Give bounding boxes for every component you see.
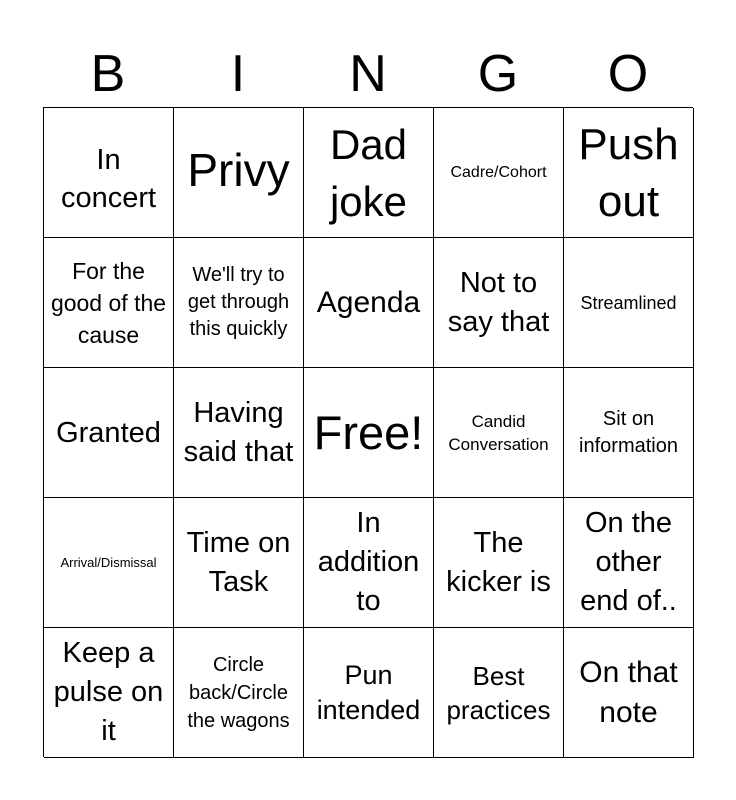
- bingo-cell[interactable]: [304, 628, 434, 758]
- bingo-cell[interactable]: [564, 628, 694, 758]
- cell-text: Cadre/Cohort: [450, 163, 547, 181]
- bingo-cell[interactable]: [174, 238, 304, 368]
- bingo-cell[interactable]: [434, 628, 564, 758]
- header-letter-i: I: [230, 45, 246, 103]
- bingo-cell[interactable]: [44, 238, 174, 368]
- cell-text: Time on Task: [186, 526, 291, 598]
- cell-text: Push out: [578, 119, 679, 226]
- bingo-cell[interactable]: [174, 108, 304, 238]
- cell-text: The kicker is: [446, 526, 551, 598]
- bingo-cell[interactable]: [434, 498, 564, 628]
- bingo-cell[interactable]: [44, 628, 174, 758]
- bingo-cell[interactable]: [174, 368, 304, 498]
- cell-text: On the other end of..: [580, 507, 677, 617]
- bingo-header: [43, 44, 693, 104]
- cell-text: Candid Conversation: [448, 411, 549, 454]
- cell-text: Arrival/Dismissal: [60, 554, 157, 570]
- bingo-cell[interactable]: [174, 498, 304, 628]
- bingo-cell[interactable]: [304, 238, 434, 368]
- bingo-board: [43, 107, 693, 757]
- bingo-cell[interactable]: [174, 628, 304, 758]
- bingo-cell[interactable]: [304, 368, 434, 498]
- cell-text: Privy: [187, 144, 290, 196]
- cell-text: For the good of the cause: [50, 257, 167, 348]
- cell-text: Dad joke: [329, 120, 408, 225]
- bingo-cell[interactable]: [44, 368, 174, 498]
- cell-text: Having said that: [183, 396, 294, 468]
- bingo-cell[interactable]: [564, 368, 694, 498]
- cell-text: On that note: [579, 655, 678, 729]
- bingo-cell[interactable]: [304, 108, 434, 238]
- cell-text: Circle back/Circle the wagons: [187, 653, 290, 732]
- cell-text: In concert: [60, 143, 157, 214]
- bingo-cell[interactable]: [564, 498, 694, 628]
- bingo-cell[interactable]: [434, 108, 564, 238]
- header-letter-g: G: [477, 45, 519, 103]
- cell-text: Streamlined: [580, 292, 677, 313]
- header-letter-b: B: [90, 45, 126, 103]
- cell-text: Best practices: [446, 660, 551, 725]
- cell-text: In addition to: [317, 507, 420, 617]
- bingo-cell[interactable]: [44, 498, 174, 628]
- bingo-cell[interactable]: [564, 108, 694, 238]
- cell-text: Sit on information: [579, 407, 678, 457]
- bingo-cell[interactable]: [434, 238, 564, 368]
- bingo-cell[interactable]: [44, 108, 174, 238]
- cell-text: Granted: [56, 416, 161, 449]
- header-letter-o: O: [607, 45, 649, 103]
- cell-text: Not to say that: [447, 266, 550, 338]
- cell-text: Keep a pulse on it: [53, 637, 164, 747]
- header-letter-n: N: [349, 45, 387, 103]
- cell-text: Pun intended: [316, 659, 421, 725]
- bingo-cell[interactable]: [434, 368, 564, 498]
- cell-text: Free!: [313, 405, 424, 459]
- cell-text: We'll try to get through this quickly: [187, 264, 290, 340]
- cell-text: Agenda: [316, 285, 421, 319]
- bingo-cell[interactable]: [564, 238, 694, 368]
- bingo-cell[interactable]: [304, 498, 434, 628]
